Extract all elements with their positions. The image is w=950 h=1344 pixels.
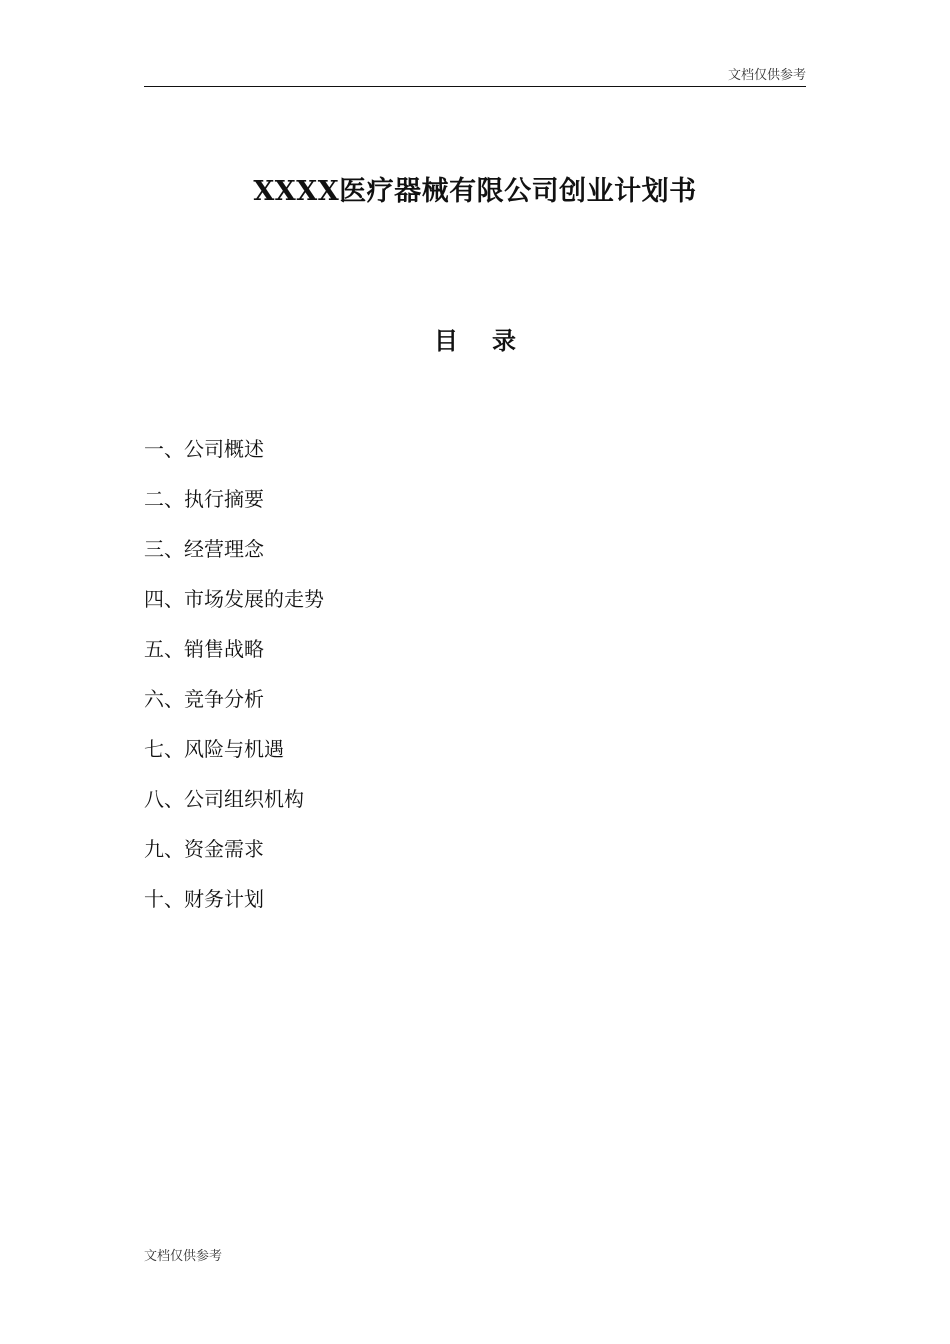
toc-item: 一、公司概述 [144, 437, 264, 461]
toc-heading [0, 323, 950, 359]
toc-item: 十、财务计划 [144, 887, 264, 911]
toc-item: 五、销售战略 [144, 637, 264, 661]
toc-item: 八、公司组织机构 [144, 787, 304, 811]
toc-heading-left: 目 [434, 326, 458, 355]
toc-item: 三、经营理念 [144, 537, 264, 561]
toc-item: 四、市场发展的走势 [144, 587, 324, 611]
toc-item: 七、风险与机遇 [144, 737, 284, 761]
header-divider [144, 86, 806, 87]
toc-heading-right: 录 [492, 326, 516, 355]
toc-item: 六、竞争分析 [144, 687, 264, 711]
footer-note: 文档仅供参考 [144, 1249, 223, 1264]
document-title: XXXX医疗器械有限公司创业计划书 [253, 176, 697, 207]
toc-item: 二、执行摘要 [144, 487, 264, 511]
table-of-contents [144, 424, 324, 924]
header-note: 文档仅供参考 [727, 68, 806, 83]
toc-item: 九、资金需求 [144, 837, 264, 861]
